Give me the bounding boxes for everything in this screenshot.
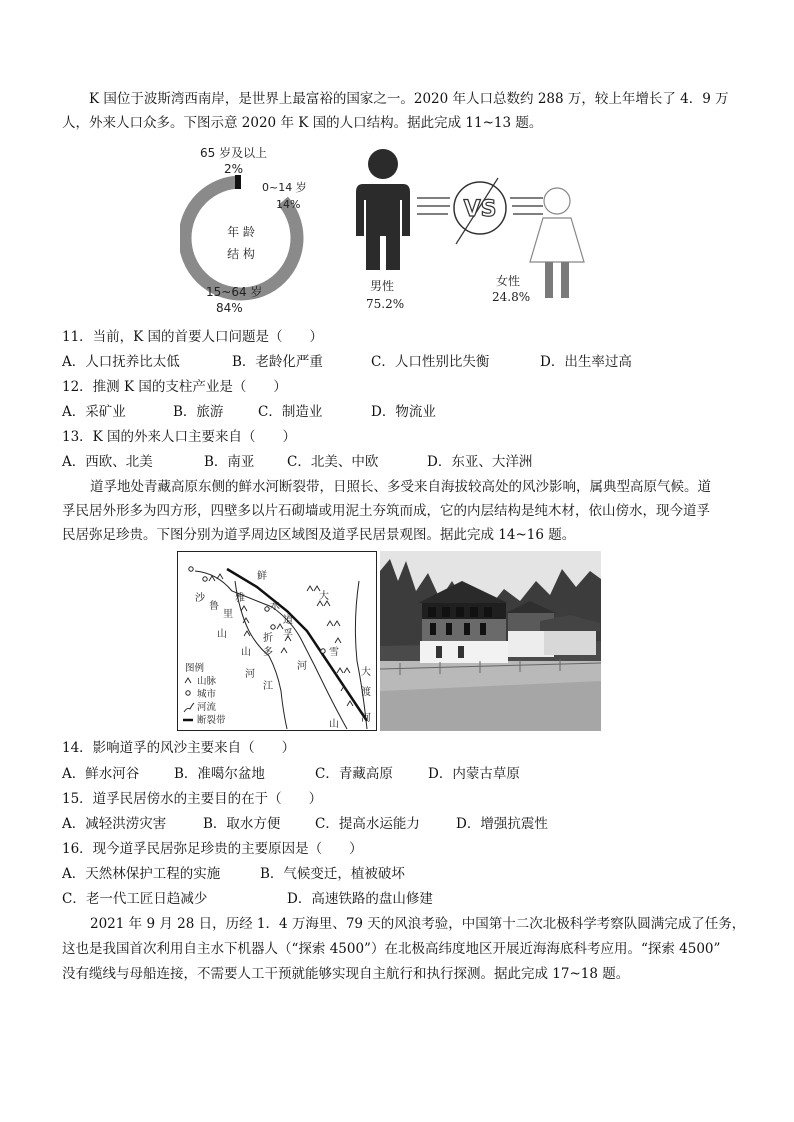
map-label-xue: 雪 bbox=[329, 647, 339, 658]
q13-option-a[interactable]: A．西欧、北美 bbox=[62, 454, 153, 470]
map-label-he: 河 bbox=[297, 661, 307, 672]
q12-option-a[interactable]: A．采矿业 bbox=[62, 404, 126, 420]
map-label-li: 里 bbox=[223, 609, 233, 620]
daofu-region-map bbox=[177, 551, 377, 731]
passage-2-line-2: 孚民居外形多为四方形，四壁多以片石砌墙或用泥土夯筑而成，它的内层结构是纯木材，依山傍水，现今道孚 bbox=[62, 503, 710, 519]
q14-option-a[interactable]: A．鲜水河谷 bbox=[62, 766, 140, 782]
male-label: 男性 bbox=[370, 279, 395, 293]
q14-stem: 14．影响道孚的风沙主要来自（ ） bbox=[62, 740, 296, 756]
map-label-river: 河 bbox=[245, 669, 255, 680]
elderly-label: 65 岁及以上 bbox=[200, 146, 268, 160]
q13-option-c[interactable]: C．北美、中欧 bbox=[287, 454, 379, 470]
q16-option-a[interactable]: A．天然林保护工程的实施 bbox=[62, 866, 221, 882]
q15-option-a[interactable]: A．减轻洪涝灾害 bbox=[62, 816, 167, 832]
legend-river: 河流 bbox=[197, 702, 217, 713]
legend-title: 图例 bbox=[185, 663, 205, 674]
passage-1-line-2: 人，外来人口众多。下图示意 2020 年 K 国的人口结构。据此完成 11~13 题。 bbox=[62, 115, 543, 131]
map-label-dao: 道 bbox=[283, 615, 293, 626]
vs-text: VS bbox=[463, 197, 497, 222]
q13-option-d[interactable]: D．东亚、大洋洲 bbox=[427, 454, 533, 470]
donut-center-line-1: 年 龄 bbox=[227, 225, 255, 239]
female-icon bbox=[530, 188, 584, 298]
q12-option-d[interactable]: D．物流业 bbox=[371, 404, 436, 420]
legend-mountain: 山脉 bbox=[197, 676, 217, 687]
city-marker bbox=[265, 607, 269, 611]
map-label-da-2: 大 bbox=[361, 667, 371, 678]
map-label-duo: 多 bbox=[263, 647, 273, 658]
female-label: 女性 bbox=[496, 274, 521, 288]
q11-option-b[interactable]: B．老龄化严重 bbox=[232, 354, 323, 370]
map-label-jiang: 江 bbox=[263, 681, 273, 692]
q11-option-a[interactable]: A．人口抚养比太低 bbox=[62, 354, 180, 370]
legend-city-icon bbox=[186, 691, 190, 695]
city-marker bbox=[321, 649, 325, 653]
donut-center-line-2: 结 构 bbox=[227, 247, 255, 261]
legend-fault: 断裂带 bbox=[197, 715, 226, 726]
vs-emblem bbox=[417, 178, 543, 244]
q16-option-d[interactable]: D．高速铁路的盘山修建 bbox=[287, 891, 433, 907]
passage-1-line-1: K 国位于波斯湾西南岸，是世界上最富裕的国家之一。2020 年人口总数约 288 万，较上年增长了 4．9 万 bbox=[89, 91, 729, 107]
q16-stem: 16．现今道孚民居弥足珍贵的主要原因是（ ） bbox=[62, 841, 363, 857]
city-marker bbox=[203, 577, 207, 581]
working-age-label: 15~64 岁 bbox=[206, 285, 263, 299]
city-marker bbox=[189, 567, 193, 571]
map-label-lu: 鲁 bbox=[209, 601, 219, 612]
elderly-value: 2% bbox=[224, 162, 244, 176]
map-label-fu: 孚 bbox=[283, 629, 293, 640]
map-label-ya: 雅 bbox=[235, 593, 245, 604]
q14-option-d[interactable]: D．内蒙古草原 bbox=[428, 766, 520, 782]
legend-city: 城市 bbox=[197, 689, 217, 700]
map-label-sha: 沙 bbox=[195, 593, 205, 604]
q11-stem: 11．当前，K 国的首要人口问题是（ ） bbox=[62, 329, 324, 345]
q12-option-b[interactable]: B．旅游 bbox=[173, 404, 224, 420]
map-label-shan-2: 山 bbox=[241, 647, 251, 658]
q14-option-b[interactable]: B．准噶尔盆地 bbox=[174, 766, 265, 782]
q16-option-b[interactable]: B．气候变迁，植被破坏 bbox=[260, 866, 405, 882]
map-label-xian: 鲜 bbox=[257, 571, 267, 582]
q14-option-c[interactable]: C．青藏高原 bbox=[315, 766, 393, 782]
q15-option-d[interactable]: D．增强抗震性 bbox=[456, 816, 548, 832]
q12-option-c[interactable]: C．制造业 bbox=[258, 404, 323, 420]
map-label-shan: 山 bbox=[217, 629, 227, 640]
map-label-he-3: 河 bbox=[361, 713, 371, 724]
q16-option-c[interactable]: C．老一代工匠日趋减少 bbox=[62, 891, 208, 907]
q11-option-c[interactable]: C．人口性别比失衡 bbox=[371, 354, 490, 370]
passage-3-line-1: 2021 年 9 月 28 日，历经 1．4 万海里、79 天的风浪考验，中国第十二次北极科学考察队圆满完成了任务， bbox=[90, 916, 746, 932]
q15-stem: 15．道孚民居傍水的主要目的在于（ ） bbox=[62, 791, 323, 807]
passage-1 bbox=[62, 89, 742, 109]
daofu-dwelling-photo bbox=[380, 551, 601, 731]
q15-option-c[interactable]: C．提高水运能力 bbox=[315, 816, 420, 832]
passage-3-line-3: 没有缆线与母船连接，不需要人工干预就能够实现自主航行和执行探测。据此完成 17~18 题。 bbox=[62, 966, 630, 982]
map-label-shui: 水 bbox=[270, 601, 280, 612]
q13-option-b[interactable]: B．南亚 bbox=[204, 454, 255, 470]
male-value: 75.2% bbox=[366, 297, 405, 311]
passage-2-line-1: 道孚地处青藏高原东侧的鲜水河断裂带，日照长、多受来自海拔较高处的风沙影响，属典型高原气候。道 bbox=[90, 479, 711, 495]
working-age-value: 84% bbox=[216, 301, 243, 315]
passage-3-line-2: 这也是我国首次利用自主水下机器人（“探索 4500”）在北极高纬度地区开展近海海底科考应用。“探索 4500” bbox=[62, 941, 721, 957]
children-value: 14% bbox=[276, 198, 301, 211]
male-icon bbox=[356, 149, 410, 270]
passage-2-line-3: 民居弥足珍贵。下图分别为道孚周边区域图及道孚民居景观图。据此完成 14~16 题。 bbox=[62, 527, 576, 543]
q11-option-d[interactable]: D．出生率过高 bbox=[540, 354, 632, 370]
map-label-da: 大 bbox=[319, 591, 329, 602]
map-label-zhe: 折 bbox=[263, 633, 273, 644]
female-value: 24.8% bbox=[492, 290, 531, 304]
children-label: 0~14 岁 bbox=[262, 181, 307, 194]
q12-stem: 12．推测 K 国的支柱产业是（ ） bbox=[62, 379, 287, 395]
q15-option-b[interactable]: B．取水方便 bbox=[203, 816, 281, 832]
map-label-shan-3: 山 bbox=[329, 719, 339, 730]
map-label-du: 渡 bbox=[361, 687, 371, 698]
population-structure-figure bbox=[180, 140, 620, 320]
city-marker bbox=[271, 625, 275, 629]
q13-stem: 13．K 国的外来人口主要来自（ ） bbox=[62, 429, 297, 445]
